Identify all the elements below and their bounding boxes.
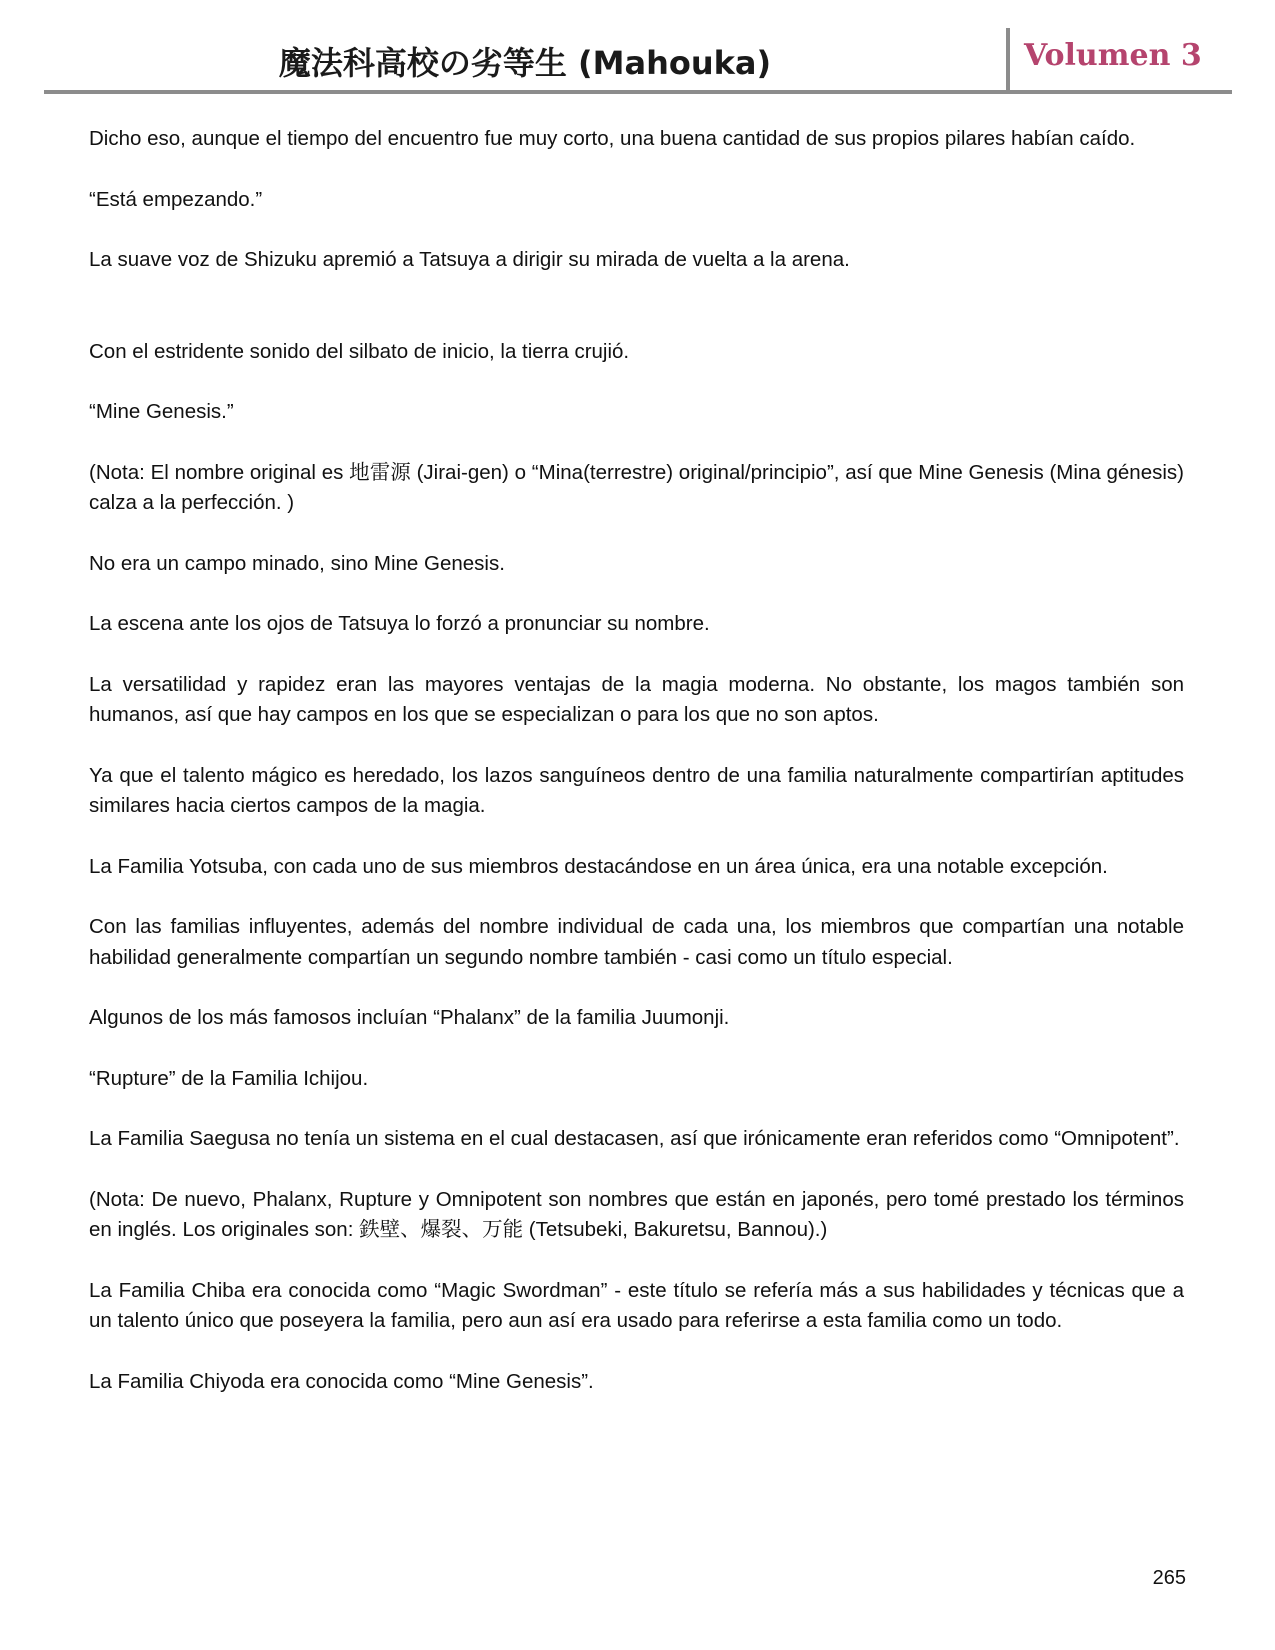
paragraph: Con el estridente sonido del silbato de inicio, la tierra crujió. <box>89 339 630 363</box>
paragraph: La versatilidad y rapidez eran las mayores ventajas de la magia moderna. No obstante, los magos también son humanos, así que hay campos en los que se especializan o para los que no son aptos. <box>89 672 1184 726</box>
header-rule <box>44 90 1232 94</box>
header-title: 魔法科高校の劣等生 (Mahouka) <box>278 44 772 82</box>
paragraph: La Familia Chiyoda era conocida como “Mine Genesis”. <box>89 1369 594 1393</box>
paragraph: Con las familias influyentes, además del nombre individual de cada una, los miembros que compartían una notable habilidad generalmente compartían un segundo nombre también - casi como un título especial. <box>89 915 1184 969</box>
translator-note: (Nota: El nombre original es 地雷源 (Jirai-gen) o “Mina(terrestre) original/principio”, así que Mine Genesis (Mina génesis) calza a la perfección. ) <box>89 460 1184 514</box>
paragraph: La Familia Saegusa no tenía un sistema en el cual destacasen, así que irónicamente eran referidos como “Omnipotent”. <box>89 1127 1180 1150</box>
paragraph: Ya que el talento mágico es heredado, los lazos sanguíneos dentro de una familia naturalmente compartirían aptitudes similares hacia ciertos campos de la magia. <box>89 763 1184 817</box>
paragraph: La escena ante los ojos de Tatsuya lo forzó a pronunciar su nombre. <box>89 612 710 635</box>
page-body <box>89 124 1184 1427</box>
paragraph: Dicho eso, aunque el tiempo del encuentro fue muy corto, una buena cantidad de sus propios pilares habían caído. <box>89 127 1136 150</box>
header-volume-label: Volumen 3 <box>1024 38 1202 73</box>
paragraph: “Rupture” de la Familia Ichijou. <box>89 1066 369 1090</box>
paragraph: La Familia Yotsuba, con cada uno de sus miembros destacándose en un área única, era una notable excepción. <box>89 854 1108 878</box>
header-divider <box>1006 28 1010 92</box>
paragraph: “Está empezando.” <box>89 187 263 211</box>
page-number: 265 <box>1152 1567 1186 1589</box>
paragraph: Algunos de los más famosos incluían “Phalanx” de la familia Juumonji. <box>89 1006 730 1029</box>
paragraph: La suave voz de Shizuku apremió a Tatsuya a dirigir su mirada de vuelta a la arena. <box>89 248 850 271</box>
paragraph: No era un campo minado, sino Mine Genesis. <box>89 551 505 575</box>
translator-note: (Nota: De nuevo, Phalanx, Rupture y Omnipotent son nombres que están en japonés, pero tomé prestado los términos en inglés. Los originales son: 鉄壁、爆裂、万能 (Tetsubeki, Bakuretsu, Bannou).) <box>89 1187 1184 1241</box>
paragraph: “Mine Genesis.” <box>89 400 234 423</box>
page-header <box>44 28 1232 94</box>
paragraph: La Familia Chiba era conocida como “Magic Swordman” - este título se refería más a sus habilidades y técnicas que a un talento único que poseyera la familia, pero aun así era usado para referirse a esta familia como un todo. <box>89 1278 1184 1332</box>
